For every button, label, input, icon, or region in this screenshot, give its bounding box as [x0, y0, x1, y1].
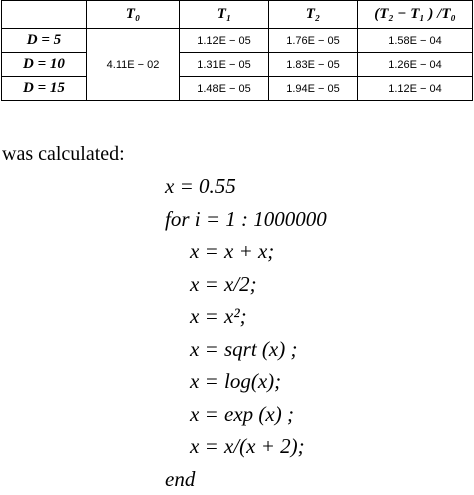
code-line: x = sqrt (x) ; — [165, 333, 327, 366]
code-line: x = x + x; — [165, 235, 327, 268]
code-line: x = x²; — [165, 300, 327, 333]
row-label: D = 15 — [2, 77, 87, 101]
t0-value-cell: 4.11E − 02 — [87, 29, 180, 101]
table-header-row — [2, 1, 473, 29]
code-line: for i = 1 : 1000000 — [165, 203, 327, 236]
caption-text: was calculated: — [2, 143, 125, 166]
ratio-cell: 1.26E − 04 — [358, 53, 473, 77]
timing-table — [1, 0, 473, 101]
t1-cell: 1.12E − 05 — [180, 29, 269, 53]
header-cell-t1: T₁ — [180, 1, 269, 29]
code-line: x = 0.55 — [165, 170, 327, 203]
code-line: end — [165, 463, 327, 495]
table-row — [2, 53, 473, 77]
header-cell-t0: T₀ — [87, 1, 180, 29]
ratio-cell: 1.12E − 04 — [358, 77, 473, 101]
t1-cell: 1.48E − 05 — [180, 77, 269, 101]
header-cell-ratio: (T₂ − T₁ ) /T₀ — [358, 1, 473, 29]
t2-cell: 1.94E − 05 — [269, 77, 358, 101]
t2-cell: 1.76E − 05 — [269, 29, 358, 53]
code-line: x = log(x); — [165, 365, 327, 398]
code-line: x = x/(x + 2); — [165, 430, 327, 463]
code-line: x = exp (x) ; — [165, 398, 327, 431]
t1-cell: 1.31E − 05 — [180, 53, 269, 77]
row-label: D = 10 — [2, 53, 87, 77]
header-cell-t2: T₂ — [269, 1, 358, 29]
ratio-cell: 1.58E − 04 — [358, 29, 473, 53]
row-label: D = 5 — [2, 29, 87, 53]
table-row — [2, 77, 473, 101]
t2-cell: 1.83E − 05 — [269, 53, 358, 77]
header-cell-empty — [2, 1, 87, 29]
code-block — [165, 170, 327, 495]
code-line: x = x/2; — [165, 268, 327, 301]
table-row — [2, 29, 473, 53]
